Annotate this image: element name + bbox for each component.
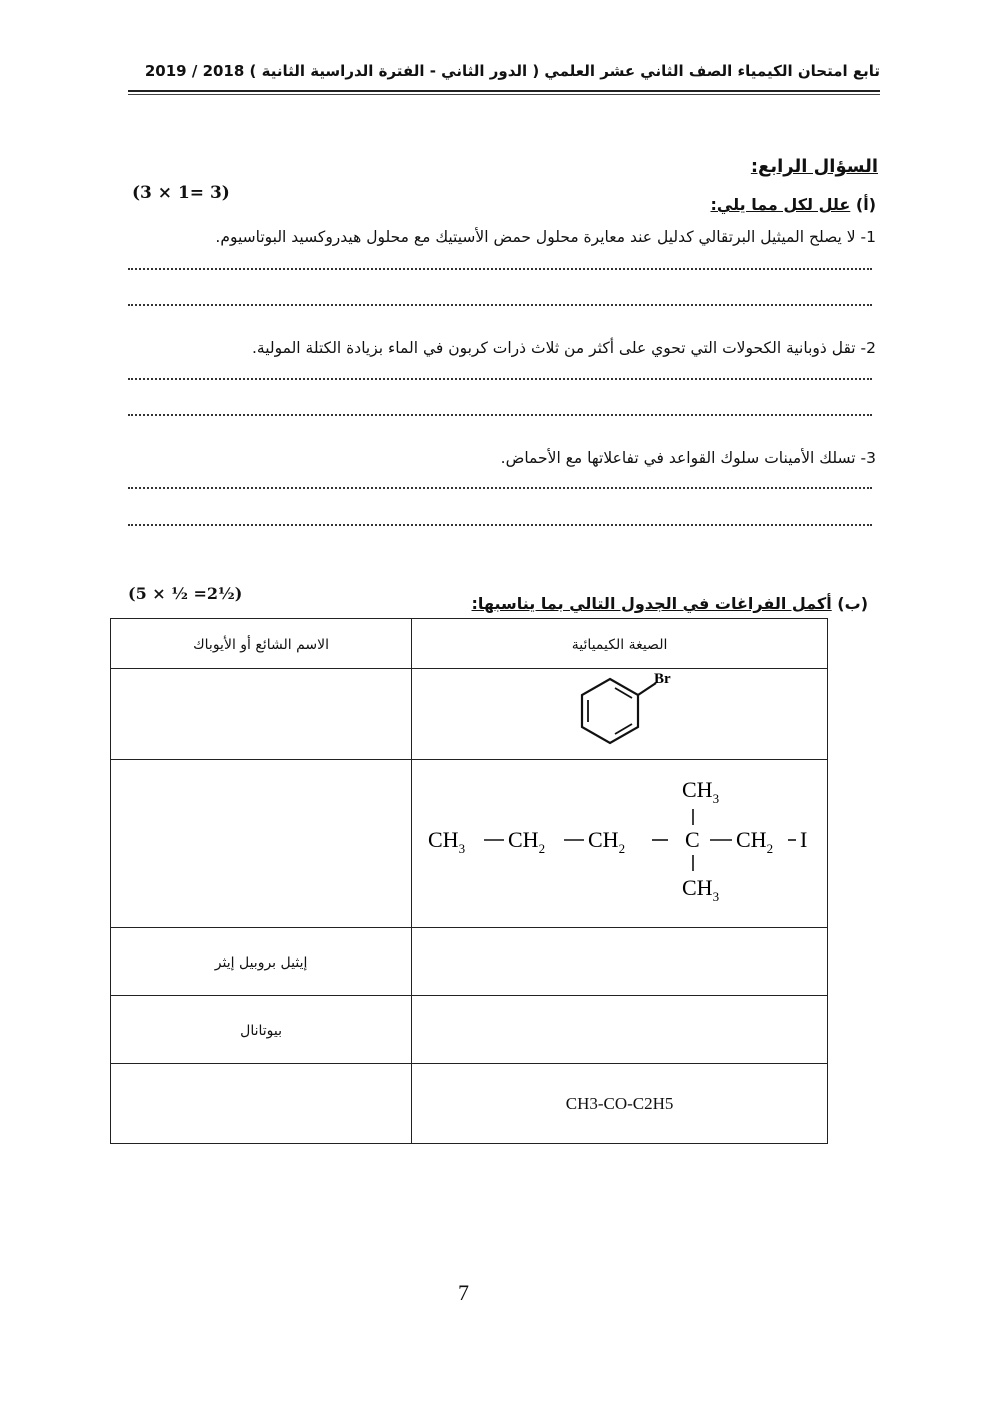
bromobenzene-structure: [520, 669, 720, 755]
ch2-iodo: $CH_2$: [735, 826, 773, 856]
question-title: السؤال الرابع:: [750, 156, 878, 177]
header-formula: الصيغة الكيميائية: [412, 619, 828, 669]
answer-line[interactable]: [128, 268, 872, 270]
answer-line[interactable]: [128, 304, 872, 306]
table-header-row: [111, 619, 828, 669]
table-row: [111, 669, 828, 760]
table-row: [111, 996, 828, 1064]
part-a-item-2: 2- تقل ذوبانية الكحولات التي تحوي على أكثر من ثلاث ذرات كربون في الماء بزيادة الكتلة المولية.: [251, 339, 876, 357]
name-cell: بيوتانال: [111, 996, 412, 1064]
formula-cell: [412, 669, 828, 760]
part-b-label: (ب): [837, 594, 868, 613]
benzene-ring: [582, 679, 638, 743]
ch3-left: $CH_3$: [427, 826, 465, 856]
table-row: [111, 928, 828, 996]
exam-header: تابع امتحان الكيمياء الصف الثاني عشر العلمي ( الدور الثاني - الفترة الدراسية الثانية ) 2018 / 2019: [144, 62, 880, 80]
br-label: Br: [653, 671, 671, 687]
completion-table: [110, 618, 828, 1144]
formula-cell: [412, 760, 828, 928]
part-b-instruction: أكمل الفراغات في الجدول التالي بما يناسبها:: [471, 594, 832, 613]
iodine: I: [799, 826, 807, 852]
ch3-bottom: $CH_3$: [681, 874, 719, 904]
answer-line[interactable]: [128, 487, 872, 489]
central-carbon: C: [684, 826, 700, 852]
part-a-label: (أ): [855, 195, 876, 214]
ch2-second: $CH_2$: [587, 826, 625, 856]
page-number: 7: [458, 1280, 469, 1305]
name-cell: إيثيل بروبيل إيثر: [111, 928, 412, 996]
iodoalkane-structure: [420, 767, 820, 917]
table-row: [111, 760, 828, 928]
ch3-top: $CH_3$: [681, 776, 719, 806]
formula-cell-empty[interactable]: [412, 928, 828, 996]
answer-line[interactable]: [128, 414, 872, 416]
part-a-item-3: 3- تسلك الأمينات سلوك القواعد في تفاعلاتها مع الأحماض.: [500, 449, 876, 467]
part-b-heading: [472, 594, 868, 613]
part-a-instruction: علل لكل مما يلي:: [710, 195, 851, 214]
part-b-marks: (5 × ½ =2½): [128, 584, 243, 603]
header-divider-thin: [128, 94, 880, 95]
header-name: الاسم الشائع أو الأيوباك: [111, 619, 412, 669]
ch2-first: $CH_2$: [507, 826, 545, 856]
part-a-item-1: 1- لا يصلح الميثيل البرتقالي كدليل عند معايرة محلول حمض الأسيتيك مع محلول هيدروكسيد البوتاسيوم.: [215, 228, 876, 246]
header-divider: [128, 90, 880, 92]
answer-line[interactable]: [128, 378, 872, 380]
table-row: [111, 1064, 828, 1144]
name-cell-empty[interactable]: [111, 760, 412, 928]
part-a-marks: (3 × 1= 3): [132, 183, 230, 203]
formula-cell: CH3-CO-C2H5: [412, 1064, 828, 1144]
name-cell-empty[interactable]: [111, 669, 412, 760]
part-a-heading: [711, 195, 877, 214]
formula-cell-empty[interactable]: [412, 996, 828, 1064]
answer-line[interactable]: [128, 524, 872, 526]
name-cell-empty[interactable]: [111, 1064, 412, 1144]
